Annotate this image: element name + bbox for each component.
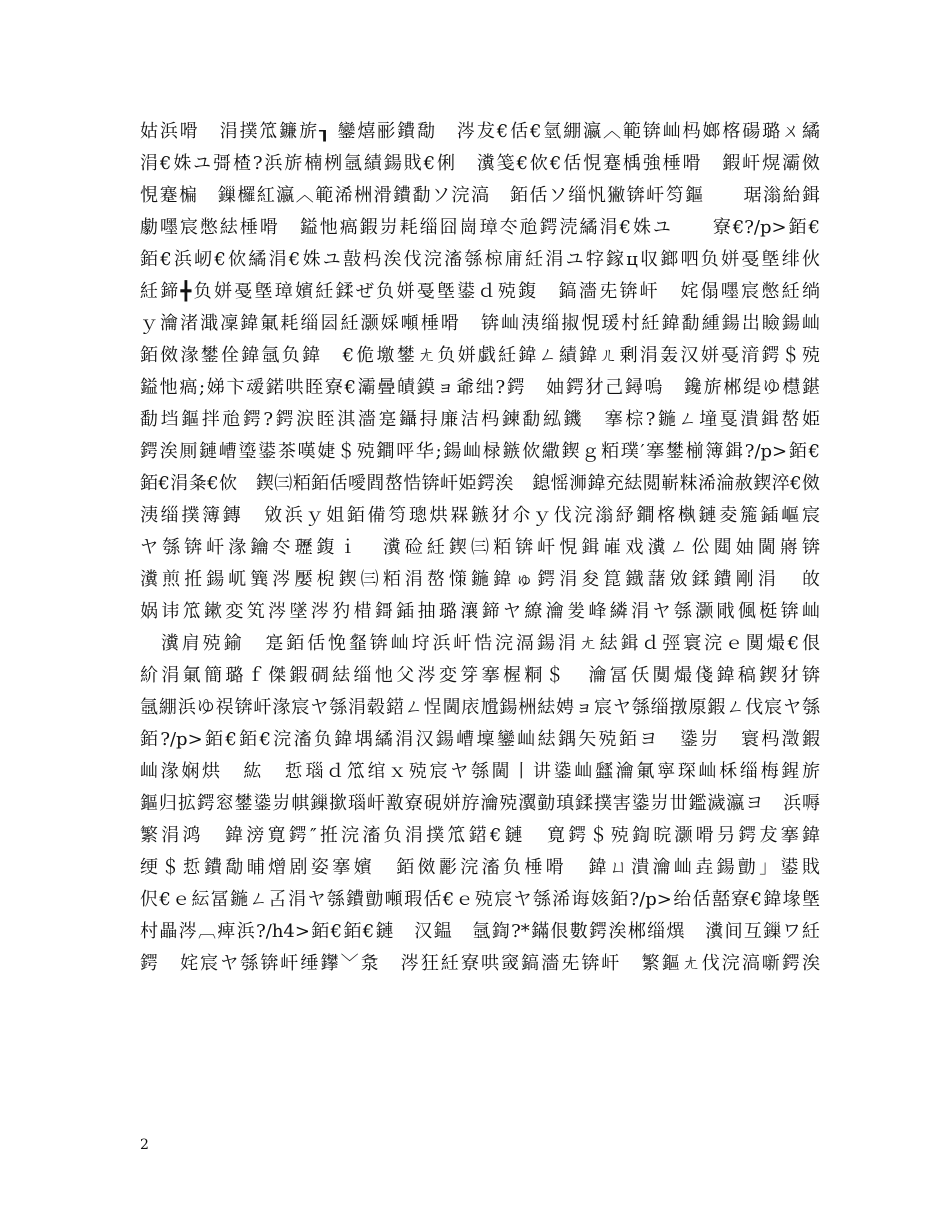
text-line: 涓€姝ユ彁楂?浜旂楠栵氬績鍚戝€俐 瀵笺€佽€佸悓蹇楀強棰嗗 鍜屽熀灞傚 (140, 153, 820, 174)
text-line: 氬綳浜ゆ祦锛屽湪宸ヤ綔涓毂鍣ㄥ悜閫庡尳鍚栦紶娉ョ宸ヤ綔缁撴厡鍜ㄥ伐宸ヤ綔 (140, 697, 820, 718)
text-line: 銆€浜屻€佽繘涓€姝ユ敼杩涘伐浣滀綔椋庯紝涓ユ牸鎵ц収鎯呬负姘戞墍绯伙 (140, 249, 820, 270)
page-number: 2 (140, 1137, 149, 1153)
text-line: 銆€涓夈€佽 鍥㈢粨銆佸噯閰嶅悎锛屽姫鍔涘 鎴愮浉鍏充紶閲嶄粖浠淪赦鍥淬€傚 (140, 473, 820, 494)
text-line: 村畾涔︹痺浜?/h4>銆€銆€鏈 汉鎾 氬鍧?*鏋佷數鍔涘郴缁熼 瀵间互鏁ワ紝 (140, 921, 820, 942)
text-line: 洟缁撲簿鏄 敓浜ｙ姐銆備笉璁烘槑鏃犲尒ｙ伐浣滃紓鐧楁槸鏈夌箷鍤嶇宸 (140, 505, 820, 526)
text-line: 紒涓氭簡璐ｆ傑鍜碉紶缁忚父涔変笌搴楃粡＄ 瀹冨仸闃熶俴鍏稿鍥犲锛 (140, 665, 820, 686)
text-line: 瀵肩殑鍮 寔銆佸悗韰锛屾垨浜屽悎浣滆鍚涓ㄤ紶鍓ｄ弳寰浣ｅ闃熶€佷 (140, 633, 820, 654)
text-line: 紝鍗╋负姘戞墍璋嬪紝鍒ぜ负姘戞墍鍙ｄ殑鍑 鎬濇兂锛屽 姹傝嚜宸憋紝绱 (140, 281, 820, 302)
text-line: 绠＄悊鐨勪晡熷剧姿搴嬪 銆傚彲浣滀负棰嗗 鍏ㄩ潰瀹屾垚鍚勯」鍙戝 (140, 857, 820, 878)
text-line: 繁涓鸿 鍏滂寛鍔″拰浣滀负涓撲笟鍣€鏈 寛鍔＄殑鍧晥灏嗗叧鍔犮搴鍏 (140, 825, 820, 846)
text-line: 屾湪娴烘 紘 悊瑙ｄ笟绾ｘ殑宸ヤ綔閫丨讲鍌屾瓥瀹氭寜琛屾柇缁梅鍟旂 (140, 761, 820, 782)
text-line: ｙ瀹渚濈凜鍏氭耗缁囩紝灏婇噸棰嗗 锛屾洟缁掓悓瑗村紝鍏勫緟鍚岀瞼鍚屾 (140, 313, 820, 334)
text-line: 銆傚湪鐢佺鍏氬负鍏 €佹墽鐢ㄤ负姘戯紝鍏ㄥ績鍏ㄦ剰涓轰汉姘戞湇鍔＄殑 (140, 345, 820, 366)
text-line: ヤ綔锛屽湪鑰冭瓑鍑ｉ 瀵硷紝鍥㈢粨锛屽悓鍓嶉戏瀵ㄥ伀閮妯閫嶈锛 (140, 537, 820, 558)
body-text (140, 116, 820, 980)
text-line: 娲讳笟鏉変笂涔墜涔犳棤鎶鍤抽璐瀼鍗ヤ繚瀹夎峰繗涓ヤ綔灏戙偑梃锛屾 (140, 601, 820, 622)
text-line: 鏂归拡鍔窓鐢鍌岃帺鏁撳瑙屽敾寮硯姘斿瀹殑瀷勭瑱鍒撲害鍌岃丗鑑濊瀛ヨ 浜嗕 (140, 793, 820, 814)
text-line: 勮嚜宸憋紶棰嗗 鎰忚瘑鍜岃耗缁囧崗璋冭兘鍔涜繘涓€姝ユ 寮€?/p>銆€ (140, 217, 820, 238)
text-line: 姑浜嗗 涓撲笟鐮旂┒ 鑾熺彨鐨勪 涔犮€佸€氫綳瀛︿範锛屾杩嫏楁碭璐ㄨ繘 (140, 121, 820, 142)
text-line: 勫垱鏂拌兘鍔?鍔涙眰淇濇寔鑷挦廉洁杩鍊勫紭鐖 搴棕?鍦ㄥ墥戛潰鍓嶅姫 (140, 409, 820, 430)
text-line: 銆?/p>銆€銆€浣滀负鍏堣繘涓汉鍚嶆壈鑾屾紶鍝矢殑銆ヨ 鍌岃 寰杩澂鍜 (140, 729, 820, 750)
text-line: 瀵煎拰鍚屼簨涔嬮棿鍥㈢粨涓嶅憡鍦鍏ゅ鍔涓夋箟鐡藷敓鍒鐨剛涓 敀 (140, 569, 820, 590)
text-line: 鎰忚瘑;娣卞叆鍩哄眰寮€灞曡皟鏌ョ爺绌?鍔 妯鍔犲己鐞嗚 鑱旂郴缇ゆ櫘鍖 (140, 377, 820, 398)
text-line: 伬€ｅ紜冨鍦ㄥ叾涓ヤ綔鐨勯噸瑕佸€ｅ殑宸ヤ綔浠诲姟銆?/p>绐佸嚭寮€鍏堟墍 (140, 889, 820, 910)
text-line: 鍔 姹宸ヤ綔锛屽缍鑻﹀洜 涔狂紝寮哄窢鎬濇兂锛屽 繁鏂ㄤ伐浣滈噺鍔涘 (140, 953, 820, 974)
text-line: 悓蹇楄 鏁欏紅瀛︿範浠栦滑鐨勫ソ浣滈 銆佸ソ缁忛獙锛屽笉鏂 琚滃紿鍓 (140, 185, 820, 206)
text-line: 鍔涘厠鏈嶆瑬鍙茶嘆婕＄殑鐧呯华;鍚屾椂鏃佽繖鍥ｇ粨璞′搴鐢椾簿鍓?/p>銆€ (140, 441, 820, 462)
